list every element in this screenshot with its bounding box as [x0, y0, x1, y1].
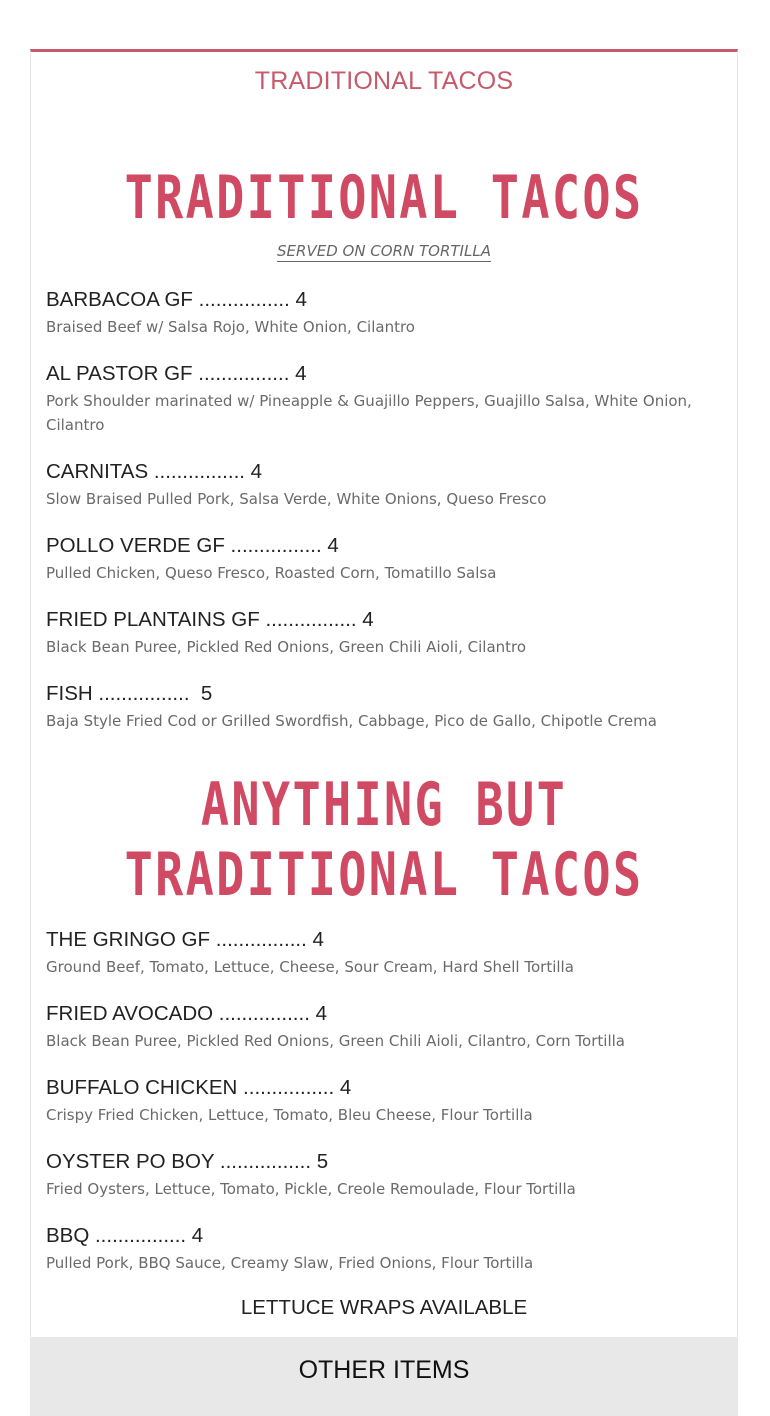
menu-item	[46, 608, 726, 659]
menu-item	[46, 1002, 726, 1053]
traditional-tacos-panel	[30, 49, 738, 1416]
item-description: Pulled Chicken, Queso Fresco, Roasted Corn, Tomatillo Salsa	[46, 564, 497, 582]
menu-item	[46, 534, 726, 585]
menu-item	[46, 682, 726, 733]
item-name: FISH ................ 5	[46, 682, 213, 705]
item-description: Baja Style Fried Cod or Grilled Swordfish, Cabbage, Pico de Gallo, Chipotle Crema	[46, 712, 657, 730]
other-items-label[interactable]: OTHER ITEMS	[298, 1356, 470, 1384]
other-items-accordion[interactable]	[30, 1337, 738, 1416]
item-description: Crispy Fried Chicken, Lettuce, Tomato, Bleu Cheese, Flour Tortilla	[46, 1106, 533, 1124]
section-subtitle	[31, 242, 737, 260]
menu-item	[46, 1076, 726, 1127]
menu-item	[46, 1150, 726, 1201]
item-description: Braised Beef w/ Salsa Rojo, White Onion, Cilantro	[46, 318, 415, 336]
menu-item	[46, 460, 726, 511]
item-name: POLLO VERDE GF ................ 4	[46, 534, 339, 557]
panel-title[interactable]: TRADITIONAL TACOS	[254, 67, 514, 95]
item-name: BUFFALO CHICKEN ................ 4	[46, 1076, 352, 1099]
item-description: Ground Beef, Tomato, Lettuce, Cheese, Sour Cream, Hard Shell Tortilla	[46, 958, 574, 976]
item-name: BARBACOA GF ................ 4	[46, 288, 307, 311]
item-description: Pulled Pork, BBQ Sauce, Creamy Slaw, Fried Onions, Flour Tortilla	[46, 1254, 534, 1272]
item-name: OYSTER PO BOY ................ 5	[46, 1150, 329, 1173]
item-description: Black Bean Puree, Pickled Red Onions, Green Chili Aioli, Cilantro, Corn Tortilla	[46, 1032, 625, 1050]
item-name: FRIED PLANTAINS GF ................ 4	[46, 608, 374, 631]
item-name: THE GRINGO GF ................ 4	[46, 928, 324, 951]
menu-item	[46, 362, 726, 437]
menu-item	[46, 288, 726, 339]
item-name: CARNITAS ................ 4	[46, 460, 263, 483]
section-heading-anything-but-traditional: ANYTHING BUT TRADITIONAL TACOS	[124, 770, 644, 910]
item-name: AL PASTOR GF ................ 4	[46, 362, 307, 385]
item-name: BBQ ................ 4	[46, 1224, 204, 1247]
lettuce-wraps-note: LETTUCE WRAPS AVAILABLE	[240, 1296, 528, 1319]
item-description: Slow Braised Pulled Pork, Salsa Verde, White Onions, Queso Fresco	[46, 490, 547, 508]
item-description: Fried Oysters, Lettuce, Tomato, Pickle, Creole Remoulade, Flour Tortilla	[46, 1180, 576, 1198]
item-description: Pork Shoulder marinated w/ Pineapple & Guajillo Peppers, Guajillo Salsa, White Onion, Cilantro	[46, 392, 692, 434]
item-description: Black Bean Puree, Pickled Red Onions, Green Chili Aioli, Cilantro	[46, 638, 527, 656]
menu-item	[46, 928, 726, 979]
menu-item	[46, 1224, 726, 1275]
section-heading-traditional: TRADITIONAL TACOS	[124, 163, 644, 233]
subtitle-text: SERVED ON CORN TORTILLA	[277, 242, 491, 260]
item-name: FRIED AVOCADO ................ 4	[46, 1002, 327, 1025]
